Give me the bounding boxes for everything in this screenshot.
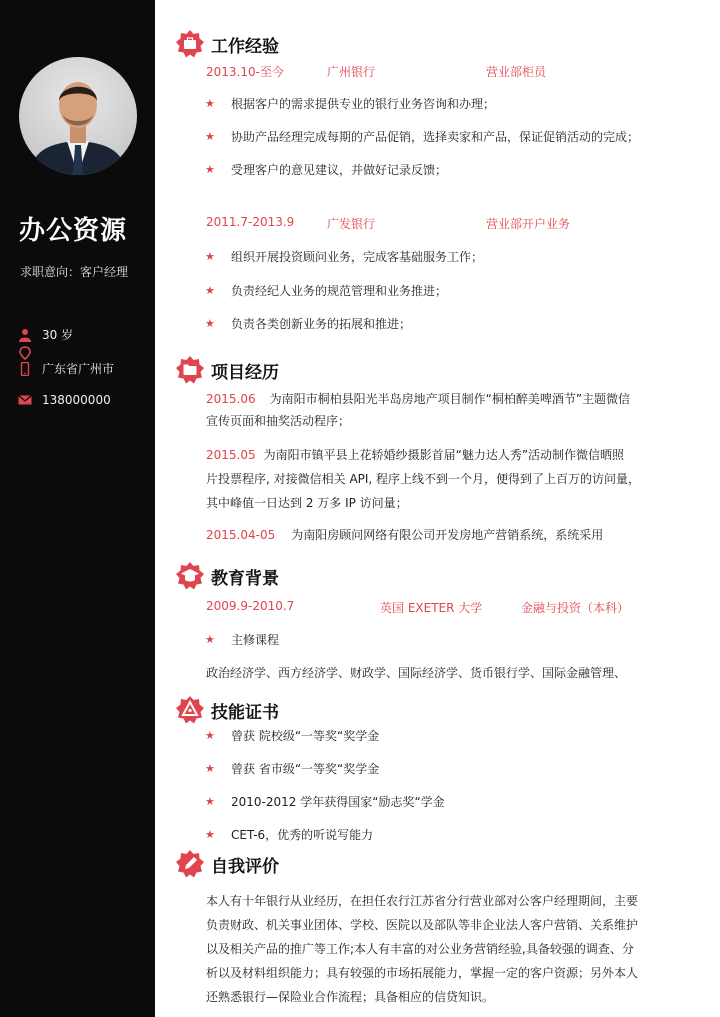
project2-line: 其中峰值一日达到 2 万多 IP 访问量； (206, 496, 408, 510)
star-bullet-icon: ★ (205, 250, 215, 263)
project2-line (206, 446, 624, 463)
project1-text: 为南阳市桐柏县阳光半岛房地产项目制作“桐柏醉美啤酒节”主题微信 (269, 392, 631, 406)
star-bullet-icon: ★ (205, 284, 215, 297)
phone-icon (18, 362, 32, 376)
self-eval-line: 析以及材料组织能力；具有较强的市场拓展能力，掌握一定的客户资源；另外本人 (206, 966, 639, 980)
skill-item (205, 826, 373, 843)
skill-text: CET-6，优秀的听说写能力 (231, 828, 374, 842)
skill-item (205, 760, 379, 777)
self-eval-section-header (175, 849, 279, 879)
skill-item (205, 727, 379, 744)
job2-duty-text: 组织开展投资顾问业务，完成客基础服务工作； (231, 250, 484, 264)
project3-date: 2015.04-05 (206, 528, 276, 542)
projects-section-header (175, 355, 279, 385)
job1-duty-text: 受理客户的意见建议，并做好记录反馈； (231, 163, 448, 177)
pencil-badge-icon (175, 849, 205, 879)
self-eval-line: 还熟悉银行—保险业合作流程；具备相应的信贷知识。 (206, 990, 495, 1004)
job1-period: 2013.10-至今 (206, 65, 284, 79)
job2-company: 广发银行 (327, 217, 376, 231)
job1-duty (205, 161, 447, 178)
edu-courses: 政治经济学、西方经济学、财政学、国际经济学、货币银行学、国际金融管理、 (206, 666, 627, 680)
job2-duty (205, 248, 483, 265)
education-section-title: 教育背景 (211, 568, 279, 589)
skills-section-title: 技能证书 (211, 702, 279, 723)
avatar-photo (19, 57, 137, 175)
project3-line (206, 526, 603, 543)
edu-period: 2009.9-2010.7 (206, 599, 295, 613)
skill-text: 曾获 院校级“一等奖“奖学金 (231, 729, 380, 743)
job-intent: 求职意向：客户经理 (20, 265, 129, 279)
projects-section-title: 项目经历 (211, 362, 279, 383)
job1-duty-text: 根据客户的需求提供专业的银行业务咨询和办理； (231, 97, 496, 111)
job1-duty (205, 95, 495, 112)
edu-school: 英国 EXETER 大学 (380, 601, 483, 615)
sidebar (0, 0, 155, 1017)
job1-position: 营业部柜员 (486, 65, 547, 79)
star-bullet-icon: ★ (205, 729, 215, 742)
skill-item (205, 793, 445, 810)
project2-text: 为南阳市镇平县上花轿婚纱摄影首届“魅力达人秀”活动制作微信晒照 (263, 448, 625, 462)
skills-section-header (175, 695, 279, 725)
project1-line (206, 390, 630, 407)
education-section-header (175, 561, 279, 591)
project2-line: 片投票程序, 对接微信相关 API, 程序上线不到一个月，便得到了上百万的访问量， (206, 472, 641, 486)
star-bullet-icon: ★ (205, 130, 215, 143)
mail-icon (18, 393, 32, 407)
job1-duty-text: 协助产品经理完成每期的产品促销，选择卖家和产品，保证促销活动的完成； (231, 130, 640, 144)
job2-duty (205, 282, 447, 299)
job1-company: 广州银行 (327, 65, 376, 79)
star-bullet-icon: ★ (205, 633, 215, 646)
phone-row (18, 393, 111, 407)
person-icon (18, 328, 32, 342)
briefcase-badge-icon (175, 29, 205, 59)
star-bullet-icon: ★ (205, 795, 215, 808)
self-eval-line: 负责财政、机关事业团体、学校、医院以及部队等非企业法人客户营销、关系维护 (206, 918, 639, 932)
age-row (18, 326, 73, 343)
job2-duty (205, 315, 411, 332)
work-section-header (175, 29, 279, 59)
job2-duty-text: 负责经纪人业务的规范管理和业务推进； (231, 284, 448, 298)
self-eval-section-title: 自我评价 (211, 856, 279, 877)
star-bullet-icon: ★ (205, 163, 215, 176)
folder-badge-icon (175, 355, 205, 385)
edu-course-label-row (205, 631, 279, 648)
location-pin-row (18, 346, 42, 360)
certificate-badge-icon (175, 695, 205, 725)
work-section-title: 工作经验 (211, 36, 279, 57)
main-content (155, 0, 720, 1017)
age-value: 30 岁 (42, 328, 74, 342)
project1-line: 宣传页面和抽奖活动程序； (206, 414, 351, 428)
phone-value: 138000000 (42, 393, 111, 407)
star-bullet-icon: ★ (205, 97, 215, 110)
job1-duty (205, 128, 639, 145)
project3-text: 为南阳房顾问网络有限公司开发房地产营销系统，系统采用 (291, 528, 604, 542)
self-eval-text (206, 889, 711, 1009)
edu-course-label: 主修课程 (231, 633, 280, 647)
location-value: 广东省广州市 (42, 362, 115, 376)
edu-major: 金融与投资（本科） (521, 601, 630, 615)
star-bullet-icon: ★ (205, 317, 215, 330)
self-eval-line: 以及相关产品的推广等工作;本人有丰富的对公业务营销经验,具备较强的调查、分 (206, 942, 634, 956)
star-bullet-icon: ★ (205, 762, 215, 775)
map-pin-icon (18, 346, 32, 360)
job2-period: 2011.7-2013.9 (206, 215, 295, 229)
project2-date: 2015.05 (206, 448, 256, 462)
self-eval-line: 本人有十年银行从业经历，在担任农行江苏省分行营业部对公客户经理期间，主要 (206, 894, 639, 908)
avatar (19, 57, 137, 175)
candidate-name: 办公资源 (19, 216, 128, 246)
skill-text: 2010-2012 学年获得国家“励志奖“学金 (231, 795, 445, 809)
star-bullet-icon: ★ (205, 828, 215, 841)
location-row (18, 360, 114, 377)
project1-date: 2015.06 (206, 392, 256, 406)
skill-text: 曾获 省市级“一等奖“奖学金 (231, 762, 380, 776)
graduation-cap-badge-icon (175, 561, 205, 591)
job2-position: 营业部开户业务 (486, 217, 571, 231)
job2-duty-text: 负责各类创新业务的拓展和推进； (231, 317, 412, 331)
